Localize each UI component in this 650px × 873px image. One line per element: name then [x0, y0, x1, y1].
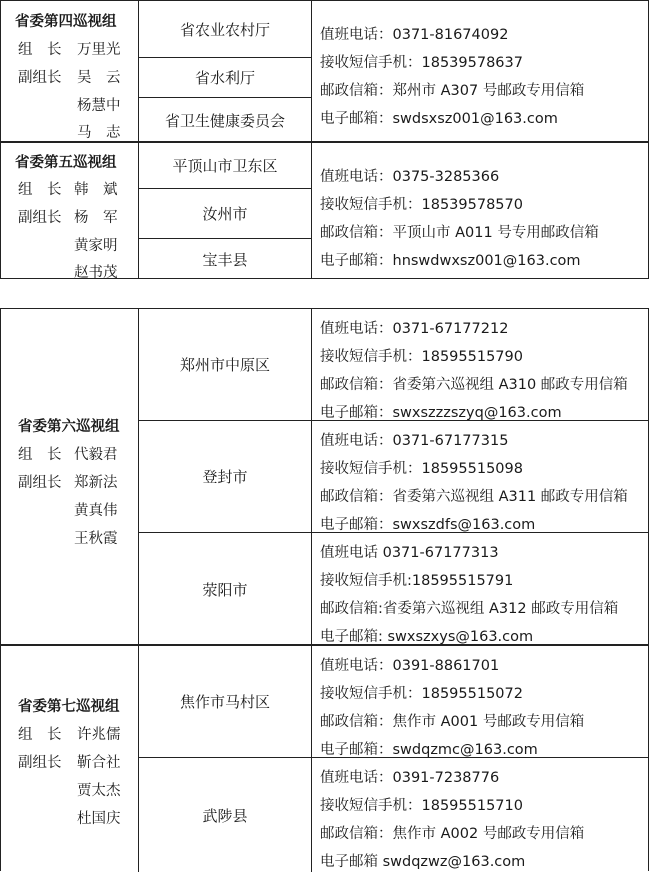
county-cell: 宝丰县: [202, 251, 248, 269]
contact-block: [312, 533, 648, 645]
email: 电子邮箱：swdqzmc@163.com: [320, 742, 538, 758]
leader-name: 代毅君: [74, 447, 118, 463]
leader-cell-7: [1, 646, 139, 872]
county-column: [139, 143, 312, 279]
duty-phone: 值班电话：0371-81674092: [320, 27, 509, 43]
contact-block: [312, 758, 648, 873]
inspection-table-2: [0, 308, 649, 871]
contact-block: [312, 646, 648, 758]
contact-block: [312, 309, 648, 421]
county-cell: 省农业农村厅: [139, 1, 311, 58]
duty-phone: 值班电话：0391-8861701: [320, 658, 500, 674]
leader-cell-5: [1, 143, 139, 279]
leader-role: 组 长: [18, 42, 62, 58]
county-cell: 焦作市马村区: [139, 646, 311, 758]
sms-phone: 接收短信手机：18539578637: [320, 55, 523, 71]
group-row-7: [1, 645, 648, 872]
group-name: 省委第六巡视组: [18, 419, 120, 435]
leader-role: 组 长: [18, 727, 62, 743]
deputy-name: 郑新法: [74, 475, 118, 491]
contact-column: [312, 1, 648, 141]
deputy-role: 副组长: [18, 70, 62, 86]
deputy-role: 副组长: [18, 475, 62, 491]
contact-column: [312, 309, 648, 644]
duty-phone: 值班电话：0371-67177315: [320, 433, 509, 449]
county-cell: 汝州市: [139, 189, 311, 239]
sms-phone: 接收短信手机:18595515791: [320, 573, 514, 589]
deputy-name: 贾太杰: [77, 783, 121, 799]
deputy-name: 马 志: [77, 125, 121, 141]
deputy-name: 靳合社: [77, 755, 121, 771]
county-cell: 省卫生健康委员会: [164, 111, 285, 130]
contact-block: [312, 421, 648, 533]
county-cell: 荥阳市: [202, 580, 248, 599]
postal-box: 邮政信箱:省委第六巡视组 A312 邮政专用信箱: [320, 601, 619, 617]
leader-cell-4: [1, 1, 139, 141]
email: 电子邮箱：hnswdwxsz001@163.com: [320, 253, 581, 269]
sms-phone: 接收短信手机：18595515098: [320, 461, 523, 477]
deputy-role: 副组长: [18, 210, 62, 226]
duty-phone: 值班电话：0371-67177212: [320, 321, 509, 337]
contact-block: [312, 1, 648, 142]
county-column: [139, 646, 312, 872]
sms-phone: 接收短信手机：18539578570: [320, 197, 523, 213]
leader-role: 组 长: [18, 447, 62, 463]
postal-box: 邮政信箱：省委第六巡视组 A310 邮政专用信箱: [320, 377, 628, 393]
leader-name: 万里光: [77, 42, 121, 58]
duty-phone: 值班电话 0371-67177313: [320, 545, 499, 561]
deputy-name: 赵书茂: [74, 265, 118, 281]
contact-column: [312, 646, 648, 872]
leader-role: 组 长: [18, 182, 62, 198]
group-row-4: [1, 1, 648, 142]
leader-cell-6: [1, 309, 139, 644]
group-name: 省委第四巡视组: [15, 14, 117, 30]
contact-column: [312, 143, 648, 279]
deputy-name: 黄家明: [74, 238, 118, 254]
sms-phone: 接收短信手机：18595515790: [320, 349, 523, 365]
leader-name: 韩 斌: [74, 182, 118, 198]
deputy-name: 黄真伟: [74, 503, 118, 519]
email: 电子邮箱：swdsxsz001@163.com: [320, 111, 558, 127]
deputy-name: 杜国庆: [77, 811, 121, 827]
postal-box: 邮政信箱：郑州市 A307 号邮政专用信箱: [320, 83, 585, 99]
county-column: [139, 1, 312, 141]
email: 电子邮箱: swxszxys@163.com: [320, 629, 534, 645]
deputy-name: 吴 云: [77, 70, 121, 86]
county-cell: 省水利厅: [139, 58, 311, 98]
duty-phone: 值班电话：0375-3285366: [320, 169, 500, 185]
county-cell: 武陟县: [202, 807, 248, 825]
group-name: 省委第五巡视组: [15, 155, 117, 171]
postal-box: 邮政信箱：焦作市 A001 号邮政专用信箱: [320, 714, 585, 730]
county-cell: 郑州市中原区: [139, 309, 311, 421]
deputy-name: 王秋霞: [74, 531, 118, 547]
group-name: 省委第七巡视组: [18, 699, 120, 715]
group-row-6: [1, 309, 648, 645]
deputy-role: 副组长: [18, 755, 62, 771]
email: 电子邮箱：swxszdfs@163.com: [320, 517, 536, 533]
group-row-5: [1, 142, 648, 279]
duty-phone: 值班电话：0391-7238776: [320, 770, 500, 786]
contact-block: [312, 143, 648, 280]
postal-box: 邮政信箱：省委第六巡视组 A311 邮政专用信箱: [320, 489, 628, 505]
email: 电子邮箱 swdqzwz@163.com: [320, 854, 526, 870]
sms-phone: 接收短信手机：18595515072: [320, 686, 523, 702]
email: 电子邮箱：swxszzzszyq@163.com: [320, 405, 562, 421]
postal-box: 邮政信箱：平顶山市 A011 号专用邮政信箱: [320, 225, 599, 241]
deputy-name: 杨 军: [74, 210, 118, 226]
sms-phone: 接收短信手机：18595515710: [320, 798, 523, 814]
leader-name: 许兆儒: [77, 727, 121, 743]
county-column: [139, 309, 312, 644]
inspection-table-1: [0, 0, 649, 279]
county-cell: 平顶山市卫东区: [139, 143, 311, 189]
deputy-name: 杨慧中: [77, 98, 121, 114]
postal-box: 邮政信箱：焦作市 A002 号邮政专用信箱: [320, 826, 585, 842]
county-cell: 登封市: [139, 421, 311, 533]
